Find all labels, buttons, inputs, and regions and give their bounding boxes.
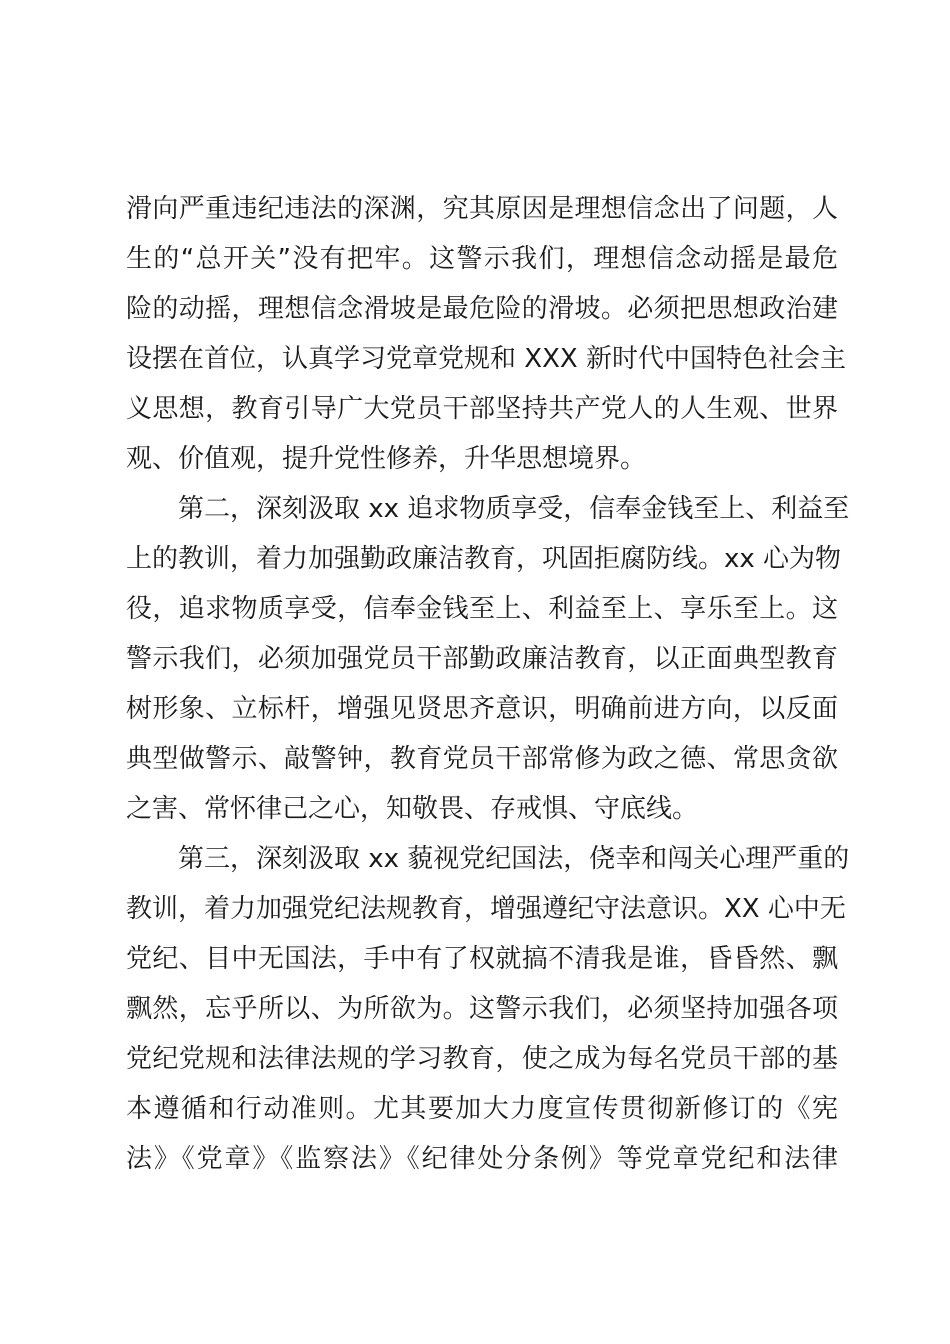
text-line: 之害、常怀律己之心，知敬畏、存戒惧、守底线。 bbox=[126, 794, 699, 824]
text-line: 滑向严重违纪违法的深渊，究其原因是理想信念出了问题，人 bbox=[126, 194, 838, 224]
body-text bbox=[126, 184, 850, 1184]
text-line: 生的“总开关”没有把牢。这警示我们，理想信念动摇是最危 bbox=[126, 244, 838, 274]
paragraph-start-line: 第二，深刻汲取 xx 追求物质享受，信奉金钱至上、利益至 bbox=[178, 494, 850, 524]
text-line: 树形象、立标杆，增强见贤思齐意识，明确前进方向，以反面 bbox=[126, 694, 838, 724]
text-line: 法》《党章》《监察法》《纪律处分条例》等党章党纪和法律 bbox=[126, 1144, 838, 1174]
text-line: 本遵循和行动准则。尤其要加大力度宣传贯彻新修订的《宪 bbox=[126, 1094, 838, 1124]
text-line: 义思想，教育引导广大党员干部坚持共产党人的人生观、世界 bbox=[126, 394, 838, 424]
text-line: 飘然，忘乎所以、为所欲为。这警示我们，必须坚持加强各项 bbox=[126, 994, 838, 1024]
text-line: 党纪党规和法律法规的学习教育，使之成为每名党员干部的基 bbox=[126, 1044, 838, 1074]
text-line: 观、价值观，提升党性修养，升华思想境界。 bbox=[126, 444, 647, 474]
text-line: 上的教训，着力加强勤政廉洁教育，巩固拒腐防线。xx 心为物 bbox=[126, 544, 842, 574]
text-line: 役，追求物质享受，信奉金钱至上、利益至上、享乐至上。这 bbox=[126, 594, 838, 624]
text-line: 警示我们，必须加强党员干部勤政廉洁教育，以正面典型教育 bbox=[126, 644, 838, 674]
text-line: 教训，着力加强党纪法规教育，增强遵纪守法意识。XX 心中无 bbox=[126, 894, 846, 924]
text-line: 设摆在首位，认真学习党章党规和 XXX 新时代中国特色社会主 bbox=[126, 344, 846, 374]
text-line: 典型做警示、敲警钟，教育党员干部常修为政之德、常思贪欲 bbox=[126, 744, 838, 774]
text-line: 险的动摇，理想信念滑坡是最危险的滑坡。必须把思想政治建 bbox=[126, 294, 838, 324]
text-line: 党纪、目中无国法，手中有了权就搞不清我是谁，昏昏然、飘 bbox=[126, 944, 838, 974]
paragraph-start-line: 第三，深刻汲取 xx 藐视党纪国法，侥幸和闯关心理严重的 bbox=[178, 844, 850, 874]
